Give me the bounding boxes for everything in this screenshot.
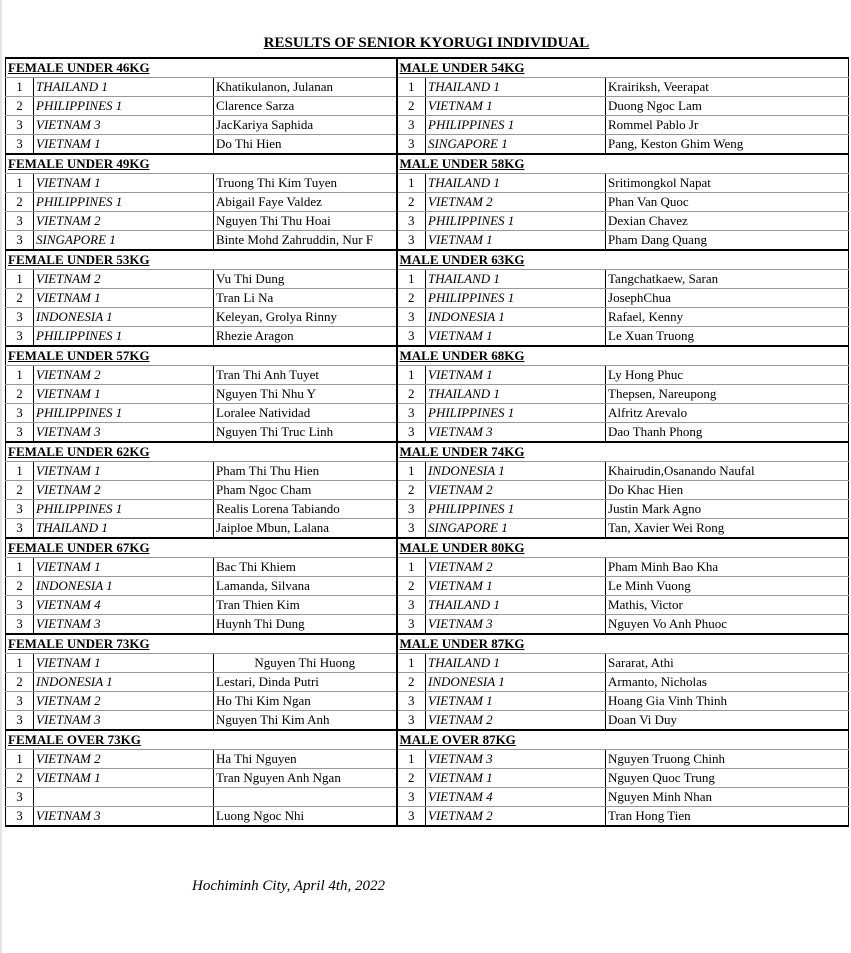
document-title [0,35,851,52]
female-rank-cell: 2 [6,289,34,308]
category-header-row [6,538,849,558]
male-rank-cell: 3 [397,711,426,731]
result-row [6,423,849,443]
female-country-cell: VIETNAM 1 [34,769,214,788]
female-category-label: FEMALE UNDER 46KG [6,58,397,78]
female-rank-cell: 3 [6,692,34,711]
male-rank-cell: 1 [397,654,426,673]
male-country-cell: INDONESIA 1 [426,308,606,327]
female-athlete-cell: Keleyan, Grolya Rinny [214,308,397,327]
female-athlete-cell: Nguyen Thi Thu Hoai [214,212,397,231]
result-row [6,193,849,212]
female-category-label: FEMALE UNDER 62KG [6,442,397,462]
result-row [6,327,849,347]
female-country-cell: VIETNAM 1 [34,462,214,481]
male-country-cell: VIETNAM 3 [426,423,606,443]
female-rank-cell: 3 [6,116,34,135]
result-row [6,769,849,788]
female-country-cell: PHILIPPINES 1 [34,97,214,116]
female-athlete-cell: Nguyen Thi Nhu Y [214,385,397,404]
female-rank-cell: 3 [6,615,34,635]
male-rank-cell: 1 [397,462,426,481]
result-row [6,270,849,289]
male-athlete-cell: Justin Mark Agno [606,500,849,519]
male-rank-cell: 2 [397,289,426,308]
female-athlete-cell: Tran Li Na [214,289,397,308]
female-country-cell: INDONESIA 1 [34,577,214,596]
male-rank-cell: 3 [397,116,426,135]
result-row [6,97,849,116]
female-country-cell: PHILIPPINES 1 [34,500,214,519]
female-rank-cell: 2 [6,193,34,212]
male-athlete-cell: Thepsen, Nareupong [606,385,849,404]
female-category-label: FEMALE UNDER 67KG [6,538,397,558]
male-rank-cell: 3 [397,500,426,519]
female-rank-cell: 2 [6,385,34,404]
male-athlete-cell: Rommel Pablo Jr [606,116,849,135]
result-row [6,500,849,519]
male-country-cell: VIETNAM 1 [426,231,606,251]
male-country-cell: THAILAND 1 [426,270,606,289]
female-country-cell: VIETNAM 3 [34,807,214,827]
male-athlete-cell: Le Xuan Truong [606,327,849,347]
female-athlete-cell: Lestari, Dinda Putri [214,673,397,692]
male-rank-cell: 1 [397,750,426,769]
female-athlete-cell: Realis Lorena Tabiando [214,500,397,519]
male-country-cell: THAILAND 1 [426,596,606,615]
male-rank-cell: 2 [397,481,426,500]
male-rank-cell: 3 [397,423,426,443]
male-country-cell: VIETNAM 1 [426,577,606,596]
female-rank-cell: 3 [6,500,34,519]
result-row [6,289,849,308]
male-category-label: MALE UNDER 58KG [397,154,849,174]
female-athlete-cell [214,788,397,807]
female-athlete-cell: Binte Mohd Zahruddin, Nur F [214,231,397,251]
female-rank-cell: 2 [6,481,34,500]
female-athlete-cell: Nguyen Thi Truc Linh [214,423,397,443]
male-athlete-cell: Tan, Xavier Wei Rong [606,519,849,539]
female-country-cell: THAILAND 1 [34,519,214,539]
male-athlete-cell: Armanto, Nicholas [606,673,849,692]
male-rank-cell: 1 [397,366,426,385]
male-country-cell: VIETNAM 1 [426,97,606,116]
male-athlete-cell: Pham Minh Bao Kha [606,558,849,577]
category-header-row [6,250,849,270]
female-rank-cell: 3 [6,327,34,347]
female-athlete-cell: Vu Thi Dung [214,270,397,289]
male-rank-cell: 3 [397,327,426,347]
female-country-cell: VIETNAM 2 [34,692,214,711]
female-rank-cell: 1 [6,270,34,289]
male-country-cell: VIETNAM 1 [426,327,606,347]
male-athlete-cell: Sararat, Athi [606,654,849,673]
female-athlete-cell: Huynh Thi Dung [214,615,397,635]
male-country-cell: VIETNAM 3 [426,750,606,769]
male-country-cell: PHILIPPINES 1 [426,404,606,423]
female-rank-cell: 3 [6,231,34,251]
female-country-cell: VIETNAM 4 [34,596,214,615]
female-country-cell: INDONESIA 1 [34,673,214,692]
female-category-label: FEMALE UNDER 53KG [6,250,397,270]
female-athlete-cell: Pham Ngoc Cham [214,481,397,500]
result-row [6,308,849,327]
female-rank-cell: 1 [6,462,34,481]
male-category-label: MALE UNDER 68KG [397,346,849,366]
result-row [6,212,849,231]
female-rank-cell: 2 [6,769,34,788]
footer-place-date: Hochiminh City, April 4th, 2022 [192,878,386,894]
result-row [6,519,849,539]
female-rank-cell: 2 [6,673,34,692]
female-athlete-cell: Ho Thi Kim Ngan [214,692,397,711]
female-rank-cell: 3 [6,135,34,155]
male-athlete-cell: Rafael, Kenny [606,308,849,327]
category-header-row [6,730,849,750]
result-row [6,558,849,577]
male-rank-cell: 2 [397,385,426,404]
category-header-row [6,634,849,654]
female-rank-cell: 1 [6,78,34,97]
female-athlete-cell: JacKariya Saphida [214,116,397,135]
male-country-cell: VIETNAM 3 [426,615,606,635]
female-rank-cell: 3 [6,308,34,327]
female-athlete-cell: Tran Nguyen Anh Ngan [214,769,397,788]
male-country-cell: VIETNAM 2 [426,711,606,731]
female-athlete-cell: Truong Thi Kim Tuyen [214,174,397,193]
result-row [6,615,849,635]
result-row [6,404,849,423]
female-athlete-cell: Tran Thien Kim [214,596,397,615]
female-country-cell: PHILIPPINES 1 [34,404,214,423]
result-row [6,577,849,596]
male-country-cell: PHILIPPINES 1 [426,289,606,308]
female-rank-cell: 1 [6,366,34,385]
female-country-cell: VIETNAM 2 [34,212,214,231]
document-title-text: RESULTS OF SENIOR KYORUGI INDIVIDUAL [263,35,590,51]
male-country-cell: VIETNAM 1 [426,366,606,385]
male-rank-cell: 1 [397,558,426,577]
female-rank-cell: 1 [6,174,34,193]
female-country-cell: VIETNAM 2 [34,481,214,500]
female-country-cell: THAILAND 1 [34,78,214,97]
male-rank-cell: 3 [397,692,426,711]
female-athlete-cell: Jaiploe Mbun, Lalana [214,519,397,539]
male-athlete-cell: JosephChua [606,289,849,308]
male-country-cell: SINGAPORE 1 [426,519,606,539]
male-athlete-cell: Nguyen Minh Nhan [606,788,849,807]
female-country-cell: VIETNAM 3 [34,116,214,135]
male-athlete-cell: Dao Thanh Phong [606,423,849,443]
male-rank-cell: 3 [397,308,426,327]
female-rank-cell: 3 [6,807,34,827]
female-rank-cell: 3 [6,404,34,423]
female-country-cell: VIETNAM 2 [34,750,214,769]
male-athlete-cell: Dexian Chavez [606,212,849,231]
female-category-label: FEMALE UNDER 57KG [6,346,397,366]
female-country-cell: VIETNAM 1 [34,135,214,155]
male-rank-cell: 2 [397,97,426,116]
male-rank-cell: 3 [397,596,426,615]
male-athlete-cell: Tangchatkaew, Saran [606,270,849,289]
result-row [6,78,849,97]
male-category-label: MALE UNDER 87KG [397,634,849,654]
result-row [6,596,849,615]
female-rank-cell: 3 [6,423,34,443]
female-rank-cell: 2 [6,97,34,116]
female-athlete-cell: Khatikulanon, Julanan [214,78,397,97]
female-rank-cell: 1 [6,558,34,577]
male-country-cell: VIETNAM 2 [426,193,606,212]
male-rank-cell: 2 [397,577,426,596]
result-row [6,711,849,731]
female-country-cell: INDONESIA 1 [34,308,214,327]
female-rank-cell: 3 [6,596,34,615]
male-athlete-cell: Ly Hong Phuc [606,366,849,385]
female-rank-cell: 3 [6,212,34,231]
male-rank-cell: 1 [397,78,426,97]
female-category-label: FEMALE UNDER 49KG [6,154,397,174]
male-rank-cell: 2 [397,193,426,212]
male-rank-cell: 3 [397,135,426,155]
male-athlete-cell: Nguyen Vo Anh Phuoc [606,615,849,635]
category-header-row [6,58,849,78]
female-country-cell: VIETNAM 3 [34,615,214,635]
female-athlete-cell: Bac Thi Khiem [214,558,397,577]
female-rank-cell: 2 [6,577,34,596]
female-country-cell: PHILIPPINES 1 [34,327,214,347]
male-country-cell: THAILAND 1 [426,385,606,404]
male-rank-cell: 3 [397,212,426,231]
female-country-cell: VIETNAM 3 [34,423,214,443]
male-country-cell: VIETNAM 2 [426,558,606,577]
result-row [6,750,849,769]
result-row [6,807,849,827]
male-rank-cell: 2 [397,673,426,692]
male-athlete-cell: Nguyen Quoc Trung [606,769,849,788]
result-row [6,481,849,500]
female-athlete-cell: Clarence Sarza [214,97,397,116]
female-country-cell: VIETNAM 1 [34,558,214,577]
male-country-cell: SINGAPORE 1 [426,135,606,155]
male-rank-cell: 2 [397,769,426,788]
male-rank-cell: 3 [397,519,426,539]
male-athlete-cell: Pham Dang Quang [606,231,849,251]
female-country-cell: PHILIPPINES 1 [34,193,214,212]
male-country-cell: PHILIPPINES 1 [426,212,606,231]
male-athlete-cell: Alfritz Arevalo [606,404,849,423]
male-athlete-cell: Do Khac Hien [606,481,849,500]
male-country-cell: THAILAND 1 [426,654,606,673]
page-edge [0,0,2,953]
female-rank-cell: 3 [6,788,34,807]
female-athlete-cell: Pham Thi Thu Hien [214,462,397,481]
male-athlete-cell: Krairiksh, Veerapat [606,78,849,97]
male-country-cell: VIETNAM 1 [426,692,606,711]
male-country-cell: THAILAND 1 [426,78,606,97]
male-country-cell: VIETNAM 2 [426,807,606,827]
male-rank-cell: 3 [397,807,426,827]
female-athlete-cell: Tran Thi Anh Tuyet [214,366,397,385]
category-header-row [6,154,849,174]
female-athlete-cell: Lamanda, Silvana [214,577,397,596]
male-athlete-cell: Hoang Gia Vinh Thinh [606,692,849,711]
male-category-label: MALE UNDER 74KG [397,442,849,462]
male-athlete-cell: Khairudin,Osanando Naufal [606,462,849,481]
female-athlete-cell: Luong Ngoc Nhi [214,807,397,827]
male-rank-cell: 3 [397,615,426,635]
female-rank-cell: 1 [6,654,34,673]
results-table [5,57,849,827]
result-row [6,692,849,711]
result-row [6,174,849,193]
male-rank-cell: 3 [397,231,426,251]
male-athlete-cell: Le Minh Vuong [606,577,849,596]
female-rank-cell: 3 [6,519,34,539]
male-rank-cell: 3 [397,788,426,807]
female-country-cell: VIETNAM 2 [34,270,214,289]
male-country-cell: INDONESIA 1 [426,462,606,481]
male-category-label: MALE UNDER 54KG [397,58,849,78]
female-athlete-cell: Nguyen Thi Kim Anh [214,711,397,731]
female-athlete-cell: Abigail Faye Valdez [214,193,397,212]
male-country-cell: VIETNAM 4 [426,788,606,807]
female-athlete-cell: Nguyen Thi Huong [214,654,397,673]
female-country-cell [34,788,214,807]
male-country-cell: PHILIPPINES 1 [426,116,606,135]
results-table-body [6,58,849,826]
result-row [6,385,849,404]
male-athlete-cell: Tran Hong Tien [606,807,849,827]
female-country-cell: VIETNAM 1 [34,289,214,308]
male-country-cell: VIETNAM 2 [426,481,606,500]
female-athlete-cell: Loralee Natividad [214,404,397,423]
female-country-cell: SINGAPORE 1 [34,231,214,251]
female-category-label: FEMALE UNDER 73KG [6,634,397,654]
result-row [6,366,849,385]
male-athlete-cell: Nguyen Truong Chinh [606,750,849,769]
female-category-label: FEMALE OVER 73KG [6,730,397,750]
result-row [6,462,849,481]
male-athlete-cell: Sritimongkol Napat [606,174,849,193]
male-country-cell: PHILIPPINES 1 [426,500,606,519]
male-rank-cell: 1 [397,270,426,289]
category-header-row [6,346,849,366]
male-athlete-cell: Phan Van Quoc [606,193,849,212]
female-rank-cell: 1 [6,750,34,769]
female-country-cell: VIETNAM 3 [34,711,214,731]
female-rank-cell: 3 [6,711,34,731]
male-country-cell: VIETNAM 1 [426,769,606,788]
male-rank-cell: 3 [397,404,426,423]
female-athlete-cell: Rhezie Aragon [214,327,397,347]
male-athlete-cell: Duong Ngoc Lam [606,97,849,116]
female-athlete-cell: Ha Thi Nguyen [214,750,397,769]
result-row [6,135,849,155]
female-country-cell: VIETNAM 1 [34,654,214,673]
male-category-label: MALE UNDER 80KG [397,538,849,558]
category-header-row [6,442,849,462]
female-athlete-cell: Do Thi Hien [214,135,397,155]
male-country-cell: THAILAND 1 [426,174,606,193]
male-athlete-cell: Doan Vi Duy [606,711,849,731]
male-country-cell: INDONESIA 1 [426,673,606,692]
female-country-cell: VIETNAM 1 [34,174,214,193]
male-category-label: MALE OVER 87KG [397,730,849,750]
result-row [6,231,849,251]
male-category-label: MALE UNDER 63KG [397,250,849,270]
result-row [6,116,849,135]
result-row [6,673,849,692]
result-row [6,654,849,673]
female-country-cell: VIETNAM 2 [34,366,214,385]
female-country-cell: VIETNAM 1 [34,385,214,404]
male-athlete-cell: Pang, Keston Ghim Weng [606,135,849,155]
male-rank-cell: 1 [397,174,426,193]
result-row [6,788,849,807]
male-athlete-cell: Mathis, Victor [606,596,849,615]
